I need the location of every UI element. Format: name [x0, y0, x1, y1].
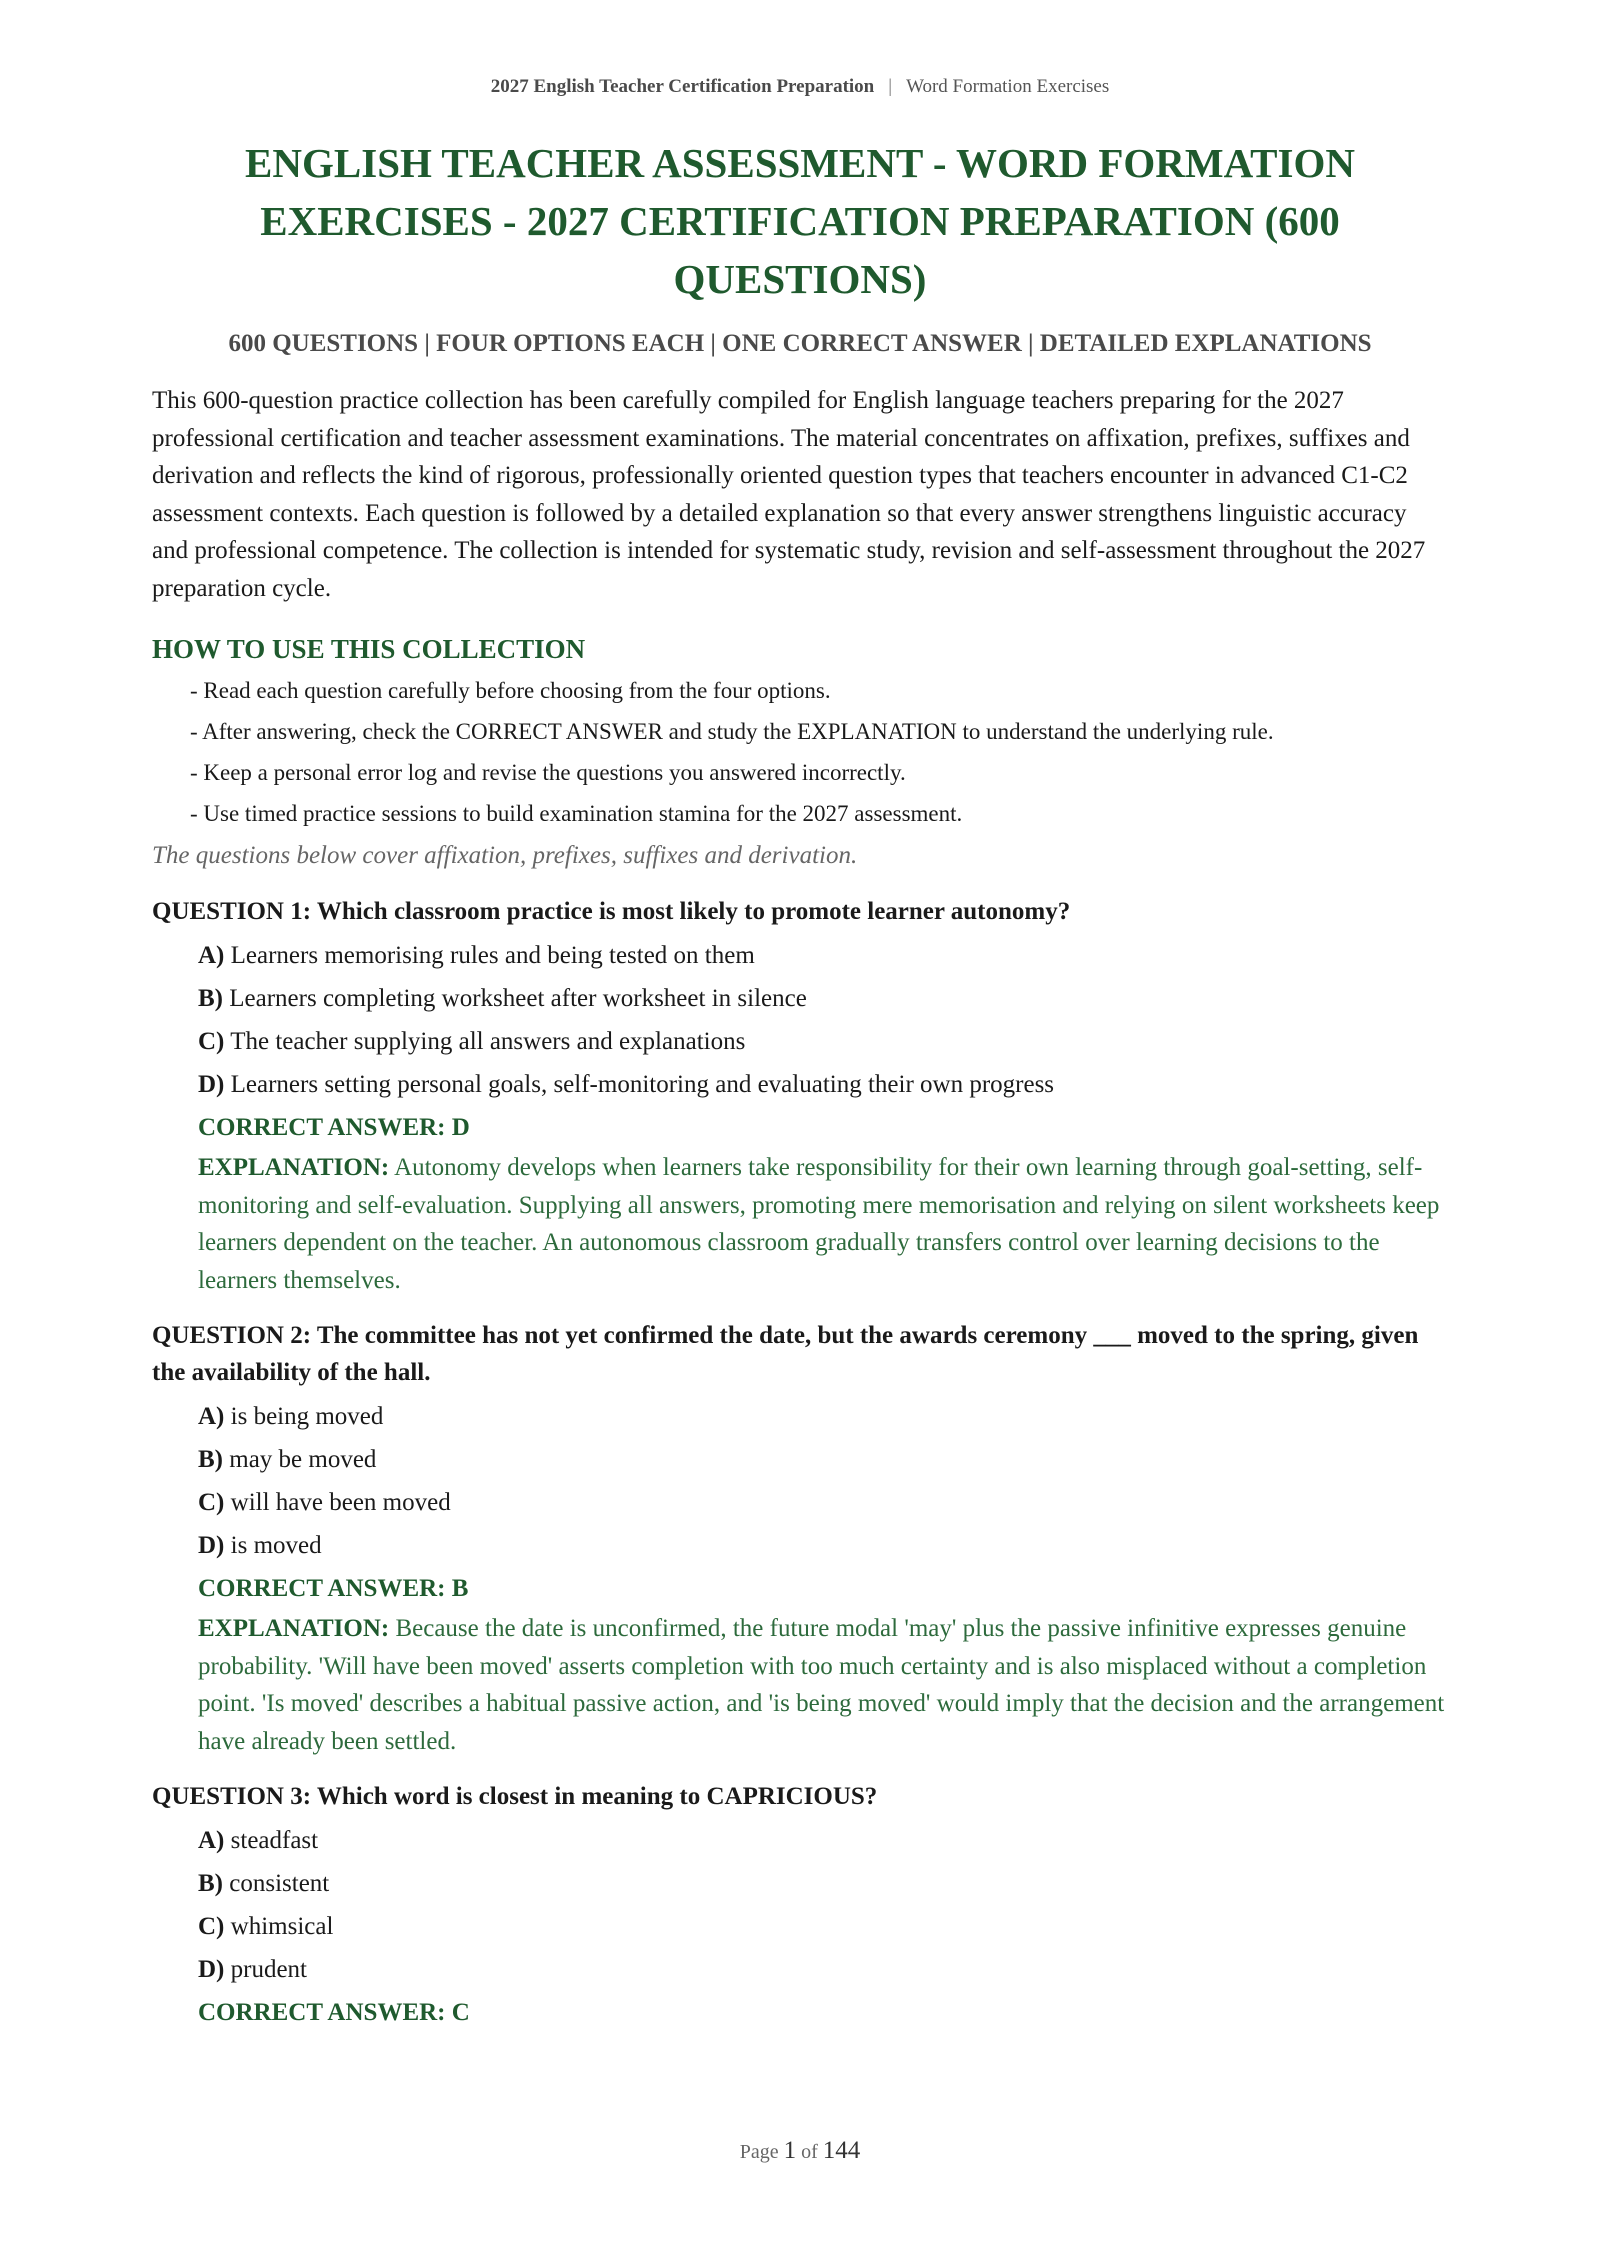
explanation-text: Because the date is unconfirmed, the future modal 'may' plus the passive infinitive expresses genuine probability. 'Will have been moved' asserts completion with too much certainty and is also misplaced without a completion point. 'Is moved' describes a habitual passive action, and 'is being moved' would imply that the decision and the arrangement have already been settled. — [198, 1615, 1445, 1755]
header-section-name: Word Formation Exercises — [906, 76, 1110, 97]
option-text: steadfast — [230, 1827, 319, 1854]
running-header — [0, 76, 1600, 98]
page-content — [152, 134, 1448, 2034]
explanation — [198, 1149, 1448, 1299]
explanation — [198, 1610, 1448, 1760]
how-to-use-heading: HOW TO USE THIS COLLECTION — [152, 634, 586, 664]
option-text: is moved — [230, 1532, 322, 1559]
how-to-use-item: - Use timed practice sessions to build examination stamina for the 2027 assessment. — [190, 801, 963, 826]
header-separator: | — [888, 76, 893, 97]
option-letter: D) — [198, 1956, 225, 1983]
option-d — [198, 1063, 1448, 1106]
question-block — [152, 1778, 1448, 2034]
how-to-use-item: - Keep a personal error log and revise the questions you answered incorrectly. — [190, 760, 906, 785]
correct-answer: CORRECT ANSWER: B — [198, 1575, 469, 1602]
page-word: Page — [739, 2141, 779, 2163]
how-to-use-item: - Read each question carefully before choosing from the four options. — [190, 678, 831, 703]
correct-answer: CORRECT ANSWER: C — [198, 1999, 470, 2026]
option-text: is being moved — [230, 1403, 384, 1430]
option-text: whimsical — [230, 1913, 334, 1940]
option-text: Learners completing worksheet after worksheet in silence — [229, 985, 807, 1012]
option-a — [198, 1819, 1448, 1862]
option-letter: D) — [198, 1071, 225, 1098]
option-letter: B) — [198, 1870, 223, 1897]
explanation-label: EXPLANATION: — [198, 1615, 390, 1642]
how-to-use-list — [152, 673, 1448, 831]
option-text: will have been moved — [230, 1489, 451, 1516]
option-letter: A) — [198, 942, 225, 969]
option-d — [198, 1524, 1448, 1567]
option-letter: A) — [198, 1827, 225, 1854]
option-text: Learners memorising rules and being tested on them — [230, 942, 755, 969]
option-text: prudent — [230, 1956, 308, 1983]
document-subtitle: 600 QUESTIONS | FOUR OPTIONS EACH | ONE CORRECT ANSWER | DETAILED EXPLANATIONS — [228, 330, 1372, 357]
option-letter: B) — [198, 1446, 223, 1473]
option-letter: C) — [198, 1913, 225, 1940]
option-c — [198, 1905, 1448, 1948]
option-letter: C) — [198, 1028, 225, 1055]
current-page: 1 — [783, 2137, 797, 2164]
option-b — [198, 1438, 1448, 1481]
option-c — [198, 1020, 1448, 1063]
total-pages: 144 — [822, 2137, 861, 2164]
option-list — [152, 934, 1448, 1106]
question-text: QUESTION 1: Which classroom practice is most likely to promote learner autonomy? — [152, 898, 1071, 925]
option-b — [198, 1862, 1448, 1905]
option-letter: C) — [198, 1489, 225, 1516]
of-word: of — [801, 2141, 818, 2163]
explanation-text: Autonomy develops when learners take responsibility for their own learning through goal-setting, self-monitoring and self-evaluation. Supplying all answers, promoting mere memorisation and relying on silent worksheets keep learners dependent on the teacher. An autonomous classroom gradually transfers control over learning decisions to the learners themselves. — [198, 1154, 1440, 1294]
option-letter: A) — [198, 1403, 225, 1430]
option-letter: B) — [198, 985, 223, 1012]
coverage-note: The questions below cover affixation, prefixes, suffixes and derivation. — [152, 842, 858, 869]
option-a — [198, 934, 1448, 977]
option-list — [152, 1395, 1448, 1567]
header-document-name: 2027 English Teacher Certification Preparation — [490, 76, 875, 97]
option-text: Learners setting personal goals, self-monitoring and evaluating their own progress — [230, 1071, 1055, 1098]
explanation-label: EXPLANATION: — [198, 1154, 390, 1181]
how-to-use-item: - After answering, check the CORRECT ANSWER and study the EXPLANATION to understand the underlying rule. — [190, 719, 1274, 744]
question-text: QUESTION 2: The committee has not yet confirmed the date, but the awards ceremony ___ moved to the spring, given the availability of the hall. — [152, 1322, 1419, 1386]
option-b — [198, 977, 1448, 1020]
option-list — [152, 1819, 1448, 1991]
document-title: ENGLISH TEACHER ASSESSMENT - WORD FORMATION EXERCISES - 2027 CERTIFICATION PREPARATION (600 QUESTIONS) — [245, 140, 1355, 302]
page-number — [0, 2137, 1600, 2165]
option-a — [198, 1395, 1448, 1438]
option-c — [198, 1481, 1448, 1524]
intro-paragraph: This 600-question practice collection has been carefully compiled for English language teachers preparing for the 2027 professional certification and teacher assessment examinations. The material concentrates on affixation, prefixes, suffixes and derivation and reflects the kind of rigorous, professionally oriented question types that teachers encounter in advanced C1-C2 assessment contexts. Each question is followed by a detailed explanation so that every answer strengthens linguistic accuracy and professional competence. The collection is intended for systematic study, revision and self-assessment throughout the 2027 preparation cycle. — [152, 387, 1426, 602]
correct-answer: CORRECT ANSWER: D — [198, 1114, 470, 1141]
option-text: may be moved — [229, 1446, 377, 1473]
option-text: consistent — [229, 1870, 330, 1897]
option-text: The teacher supplying all answers and explanations — [230, 1028, 746, 1055]
question-text: QUESTION 3: Which word is closest in meaning to CAPRICIOUS? — [152, 1783, 878, 1810]
option-d — [198, 1948, 1448, 1991]
question-block — [152, 1317, 1448, 1760]
option-letter: D) — [198, 1532, 225, 1559]
question-block — [152, 893, 1448, 1299]
